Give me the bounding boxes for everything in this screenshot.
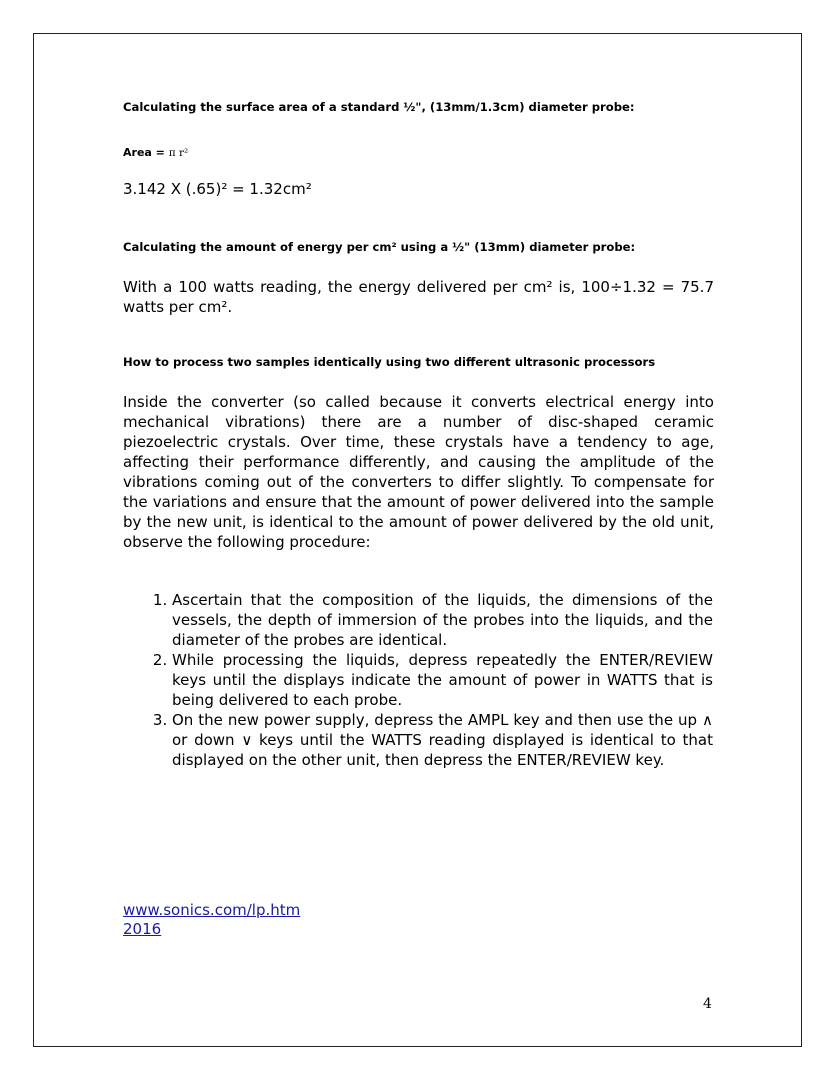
sonics-link[interactable]: www.sonics.com/lp.htm (123, 901, 301, 919)
energy-paragraph: With a 100 watts reading, the energy delivered per cm² is, 100÷1.32 = 75.7 watts per cm². (123, 278, 714, 316)
area-formula-label: Area = (123, 146, 169, 159)
procedure-step-2: 2. While processing the liquids, depress repeatedly the ENTER/REVIEW keys until the displays indicate the amount of power in WATTS that is being delivered to each probe. (172, 650, 713, 710)
procedure-step-3: 3. On the new power supply, depress the AMPL key and then use the up ∧ or down ∨ keys until the WATTS reading displayed is identical to that displayed on the other unit, then depress the ENTER/REVIEW key. (172, 710, 713, 770)
converter-paragraph: Inside the converter (so called because it converts electrical energy into mechanical vibrations) there are a number of disc-shaped ceramic piezoelectric crystals. Over time, these crystals have a tendency to age, affecting their performance differently, and causing the amplitude of the vibrations coming out of the converters to differ slightly. To compensate for the variations and ensure that the amount of power delivered into the sample by the new unit, is identical to the amount of power delivered by the old unit, observe the following procedure: (123, 393, 714, 551)
year-link[interactable]: 2016 (123, 920, 162, 938)
page-number: 4 (703, 996, 712, 1012)
process-heading: How to process two samples identically using two different ultrasonic processors (123, 355, 656, 369)
procedure-step-1: 1. Ascertain that the composition of the liquids, the dimensions of the vessels, the depth of immersion of the probes into the liquids, and the diameter of the probes are identical. (172, 590, 713, 650)
area-calculation: 3.142 X (.65)² = 1.32cm² (123, 180, 312, 198)
area-formula (123, 146, 188, 159)
energy-heading: Calculating the amount of energy per cm² using a ½" (13mm) diameter probe: (123, 240, 636, 254)
surface-area-heading: Calculating the surface area of a standard ½", (13mm/1.3cm) diameter probe: (123, 100, 635, 114)
procedure-list (123, 590, 713, 770)
area-formula-expression: π r² (168, 147, 189, 159)
